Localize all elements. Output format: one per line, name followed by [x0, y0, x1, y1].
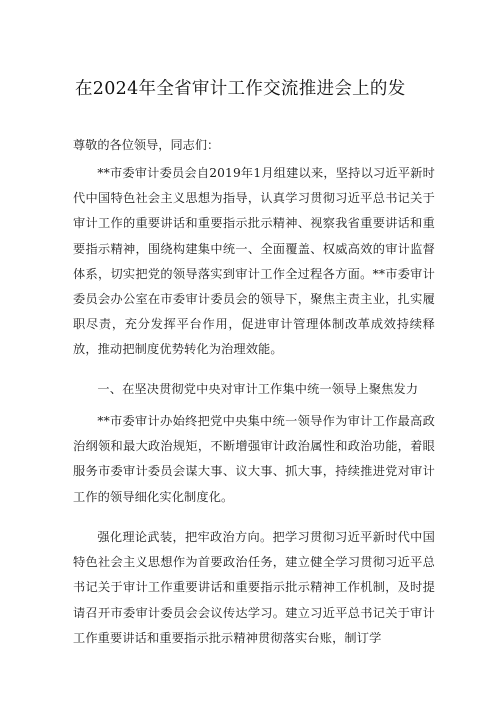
- section-heading-1: 一、在坚决贯彻党中央对审计工作集中统一领导上聚焦发力: [97, 382, 419, 396]
- document-title: 在2024年全省审计工作交流推进会上的发: [75, 79, 406, 99]
- paragraph-section-1: **市委审计办始终把党中央集中统一领导作为审计工作最高政治纲领和最大政治规矩，不断增强审计政治属性和政治功能，着眼服务市委审计委员会谋大事、议大事、抓大事，持续推进党对审计工作的领导细化实化制度化。: [73, 414, 435, 504]
- salutation: 尊敬的各位领导，同志们：: [73, 138, 220, 152]
- paragraph-intro: **市委审计委员会自2019年1月组建以来，坚持以习近平新时代中国特色社会主义思想为指导，认真学习贯彻习近平总书记关于审计工作的重要讲话和重要指示批示精神、视察我省重要讲话和重要指示精神，围绕构建集中统一、全面覆盖、权威高效的审计监督体系，切实把党的领导落实到审计工作全过程各方面。**市委审计委员会办公室在市委审计委员会的领导下，聚焦主责主业，扎实履职尽责，充分发挥平台作用，促进审计管理体制改革成效持续释放，推动把制度优势转化为治理效能。: [73, 166, 435, 357]
- paragraph-theory: 强化理论武装，把牢政治方向。把学习贯彻习近平新时代中国特色社会主义思想作为首要政治任务，建立健全学习贯彻习近平总书记关于审计工作重要讲话和重要指示批示精神工作机制，及时提请召开市委审计委员会会议传达学习。建立习近平总书记关于审计工作重要讲话和重要指示批示精神贯彻落实台账，制订学: [73, 530, 435, 645]
